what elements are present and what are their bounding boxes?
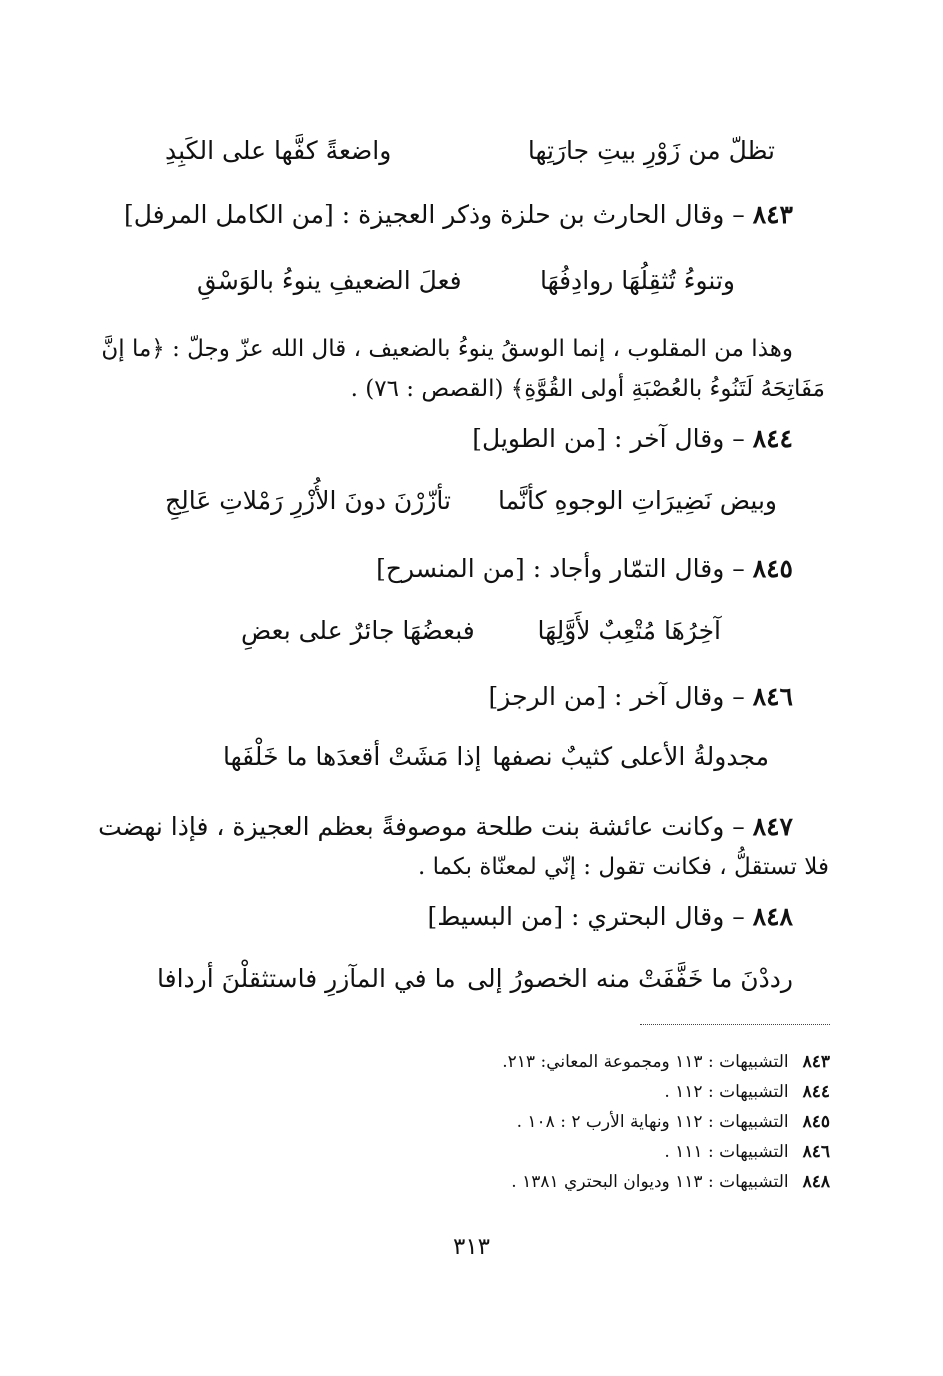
prose-line: مَفَاتِحَهُ لَتَنُوءُ بالعُصْبَةِ أولى القُوَّةِ﴾ (القصص : ٧٦) . bbox=[350, 376, 825, 402]
verse-hemistich: آخِرُهَا مُتْعِبٌ لأَوَّلِهَا bbox=[537, 616, 721, 645]
footnote-number: ٨٤٣ bbox=[802, 1052, 830, 1072]
footnote bbox=[502, 1050, 830, 1074]
footnote-number: ٨٤٦ bbox=[802, 1142, 830, 1162]
footnote bbox=[664, 1140, 830, 1164]
footnote-number: ٨٤٥ bbox=[802, 1112, 830, 1132]
entry-heading bbox=[472, 422, 793, 456]
entry-number: ٨٤٨ bbox=[752, 902, 793, 931]
verse-hemistich: فبعضُهَا جائرٌ على بعضِ bbox=[241, 616, 475, 645]
verse-hemistich: رددْنَ ما خَفَّفَتْ منه الخصورُ إلى bbox=[467, 964, 793, 993]
footnote-text: التشبيهات : ١١١ . bbox=[664, 1142, 789, 1162]
entry-text: – وقال الحارث بن حلزة وذكر العجيزة : [من الكامل المرفل] bbox=[123, 200, 745, 229]
entry-text: – وقال البحتري : [من البسيط] bbox=[427, 902, 745, 931]
footnote-text: التشبيهات : ١١٣ وديوان البحتري ١٣٨١ . bbox=[511, 1172, 789, 1192]
footnote-number: ٨٤٨ bbox=[802, 1172, 830, 1192]
verse-hemistich: تظلّ من زَوْرِ بيتِ جارَتِها bbox=[527, 136, 775, 165]
footnote bbox=[664, 1080, 830, 1104]
footnote bbox=[511, 1170, 830, 1194]
entry-text: – وقال آخر : [من الطويل] bbox=[472, 424, 745, 453]
entry-heading bbox=[489, 680, 793, 714]
verse-hemistich: مجدولةُ الأعلى كثيبٌ نصفها bbox=[492, 742, 769, 771]
page-number: ٣١٣ bbox=[452, 1234, 491, 1260]
entry-number: ٨٤٤ bbox=[752, 424, 793, 453]
entry-text: – وقال التمّار وأجاد : [من المنسرح] bbox=[376, 554, 745, 583]
entry-text: – وقال آخر : [من الرجز] bbox=[488, 682, 745, 711]
verse-hemistich: إذا مَشَتْ أقعدَها ما خَلْفَها bbox=[223, 742, 482, 771]
verse-hemistich: فعلَ الضعيفِ ينوءُ بالوَسْقِ bbox=[197, 266, 462, 295]
verse-hemistich: وبيض نَضِيرَاتِ الوجوهِ كأنَّما bbox=[498, 486, 777, 515]
entry-heading bbox=[376, 552, 793, 586]
entry-number: ٨٤٦ bbox=[752, 682, 793, 711]
prose-line: فلا تستقلُّ ، فكانت تقول : إنّي لمعنّاة بكما . bbox=[417, 854, 829, 880]
prose-line: وهذا من المقلوب ، إنما الوسقُ ينوءُ بالضعيف ، قال الله عزّ وجلّ : ﴿ما إنَّ bbox=[101, 336, 793, 362]
verse-hemistich: تأزّرْنَ دونَ الأُزْرِ رَمْلاتِ عَالِجِ bbox=[165, 486, 451, 515]
verse-hemistich: ما في المآزرِ فاستثقلْنَ أردافا bbox=[157, 964, 456, 993]
footnote-divider bbox=[640, 1024, 830, 1025]
entry-number: ٨٤٧ bbox=[752, 812, 793, 841]
footnote-text: التشبيهات : ١١٢ . bbox=[664, 1082, 789, 1102]
entry-number: ٨٤٣ bbox=[752, 200, 793, 229]
entry-text: – وكانت عائشة بنت طلحة موصوفةً بعظم العجيزة ، فإذا نهضت bbox=[98, 812, 745, 841]
footnote-text: التشبيهات : ١١٢ ونهاية الأرب ٢ : ١٠٨ . bbox=[516, 1112, 789, 1132]
entry-heading bbox=[98, 810, 793, 844]
verse-hemistich: وتنوءُ تُثقِلُهَا روادِفُهَا bbox=[539, 266, 735, 295]
footnote-number: ٨٤٤ bbox=[802, 1082, 830, 1102]
entry-number: ٨٤٥ bbox=[752, 554, 793, 583]
entry-heading bbox=[124, 198, 793, 232]
footnote bbox=[517, 1110, 830, 1134]
footnote-text: التشبيهات : ١١٣ ومجموعة المعاني: ٢١٣. bbox=[502, 1052, 789, 1072]
entry-heading bbox=[428, 900, 793, 934]
verse-hemistich: واضعةً كفَّها على الكَبِدِ bbox=[165, 136, 392, 165]
